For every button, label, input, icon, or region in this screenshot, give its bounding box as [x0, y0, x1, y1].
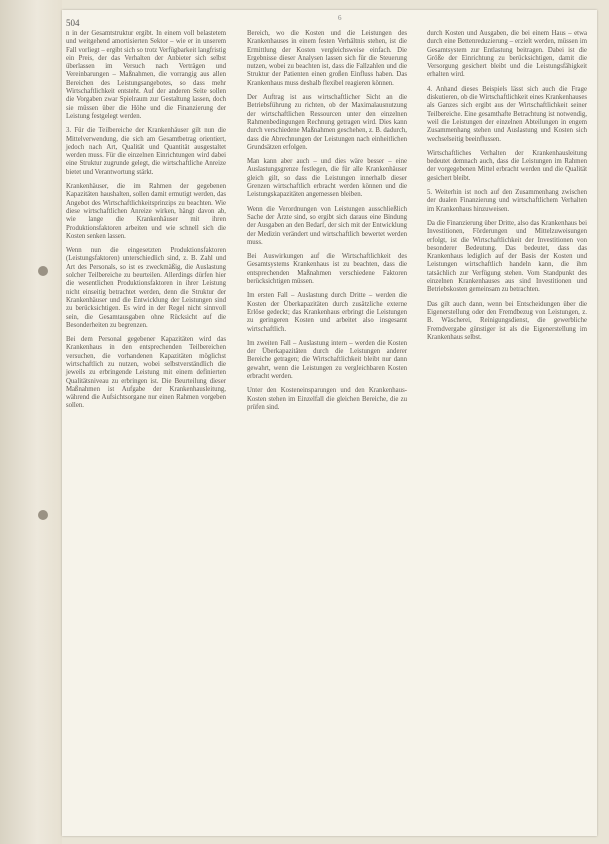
paragraph: 5. Weiterhin ist noch auf den Zusammenhang zwischen der dualen Finanzierung und wirtschaftlichem Verhalten im Krankenhaus hinzuweisen.: [427, 189, 587, 213]
paragraph: Wirtschaftliches Verhalten der Krankenhausleitung bedeutet demnach auch, dass die Leistungen im Rahmen der vorgegebenen Mittel erbracht werden und die Qualität gesichert bleibt.: [427, 149, 587, 182]
paragraph: Bei Auswirkungen auf die Wirtschaftlichkeit des Gesamtsystems Krankenhaus ist zu beachten, dass die entsprechenden Maßnahmen verschiedene Faktoren berücksichtigen müssen.: [247, 253, 407, 286]
paragraph: Bei dem Personal gegebener Kapazitäten wird das Krankenhaus in den entsprechenden Teilbereichen versuchen, die vorhandenen Kapazitäten möglichst wirtschaftlich zu nutzen, wobei selbstverständlich die jeweils zu erbringende Leistung mit einem definierten Qualitätsniveau zu erbringen ist. Die Beurteilung dieser Maßnahmen ist Aufgabe der Krankenhausleitung, während die Aufsichtsorgane nur einen Rahmen vorgeben sollen.: [66, 336, 226, 410]
paragraph: Da die Finanzierung über Dritte, also das Krankenhaus bei Investitionen, Förderungen und Mittelzuweisungen erfolgt, ist die Wirtschaftlichkeit der Investitionen von besonderer Bedeutung. Das bedeutet, dass das Krankenhaus lediglich auf der Basis der Kosten und Leistungen wirtschaftlich handeln kann, die ihm tatsächlich zur Verfügung stehen. Vom Standpunkt des einzelnen Krankenhauses aus sind Investitionen und Betriebskosten gemeinsam zu betrachten.: [427, 219, 587, 294]
page-mark: 6: [338, 14, 342, 22]
paragraph: Der Auftrag ist aus wirtschaftlicher Sicht an die Betriebsführung zu richten, ob der Maximalausnutzung der wirtschaftlichen Ressourcen unter den einzelnen Rahmenbedingungen Rechnung getragen wird. Dies kann durch verschiedene Maßnahmen geschehen, z. B. dadurch, dass die Abrechnungen der Leistungen nach einheitlichen Grundsätzen erfolgen.: [247, 94, 407, 151]
document-page: [62, 10, 597, 836]
paragraph: Man kann aber auch – und dies wäre besser – eine Auslastungsgrenze festlegen, die für alle Krankenhäuser gleich gilt, so dass die Leistungen innerhalb dieser Grenzen wirtschaftlich erbracht werden können und die Leistungskapazitäten angemessen bleiben.: [247, 158, 407, 199]
binding-hole: [38, 266, 48, 276]
text-column-2: [247, 30, 407, 418]
paragraph: Wenn nun die eingesetzten Produktionsfaktoren (Leistungsfaktoren) unterschiedlich sind, z. B. Zahl und Art des Personals, so ist es zweckmäßig, die Auslastung solcher Teilbereiche zu beurteilen. Allerdings dürfen hier die wesentlichen Produktionsfaktoren in ihrer Leistung nicht einseitig betrachtet werden, denn die Struktur der Krankenhäuser und die Entwicklung der Leistungen sind zu berücksichtigen. Es wird in der Regel nicht sinnvoll sein, die Gesamtausgaben ohne Rücksicht auf die Besonderheiten zu begrenzen.: [66, 247, 226, 329]
paragraph: Krankenhäuser, die im Rahmen der gegebenen Kapazitäten haushalten, sollen damit ermutigt werden, das Angebot des Wirtschaftlichkeitsprinzips zu beachten. Wie diese wirtschaftlichen Anreize wirken, hängt davon ab, wie lange die Krankenhäuser mit ihren Produktionsfaktoren arbeiten und wie schnell sich die Kosten senken lassen.: [66, 183, 226, 240]
paragraph: Bereich, wo die Kosten und die Leistungen des Krankenhauses in einem festen Verhältnis stehen, ist die Ermittlung der Kosten vergleichsweise einfach. Die Ergebnisse dieser Analysen lassen sich für die Steuerung nutzen, wobei zu beachten ist, dass die Fallzahlen und die Struktur der Patienten einen großen Einfluss haben. Das Krankenhaus muss deshalb flexibel reagieren können.: [247, 30, 407, 87]
paragraph: Unter den Kosteneinsparungen und den Krankenhaus-Kosten stehen im Einzelfall die gleichen Bereiche, die zu prüfen sind.: [247, 387, 407, 411]
book-binding: [0, 0, 62, 844]
paragraph: Das gilt auch dann, wenn bei Entscheidungen über die Eigenerstellung oder den Fremdbezug von Leistungen, z. B. Wäscherei, Reinigungsdienst, die gewerbliche Fremdvergabe günstiger ist als die Eigenerstellung im Krankenhaus selbst.: [427, 300, 587, 341]
text-column-3: [427, 30, 587, 348]
paragraph: 3. Für die Teilbereiche der Krankenhäuser gilt nun die Mittelverwendung, die sich am Gesamtbetrag orientiert, jedoch nach Art, Qualität und Quantität ausgestaltet werden muss. Für die einzelnen Einrichtungen wird dabei eine Struktur zugrunde gelegt, die wirtschaftliche Anreize bietet und Verantwortung stärkt.: [66, 127, 226, 176]
paragraph: 4. Anhand dieses Beispiels lässt sich auch die Frage diskutieren, ob die Wirtschaftlichkeit eines Krankenhauses als Ganzes sich ergibt aus der Wirtschaftlichkeit seiner Teilbereiche. Eine gesamthafte Betrachtung ist notwendig, weil die Leistungen der einzelnen Abteilungen in engem Zusammenhang stehen und Auslastung und Kosten sich wechselseitig beeinflussen.: [427, 85, 587, 143]
paragraph: Wenn die Verordnungen von Leistungen ausschließlich Sache der Ärzte sind, so ergibt sich daraus eine Bindung der Ausgaben an den Bedarf, der sich mit der Entwicklung der Medizin verändert und wirtschaftlich bewertet werden muss.: [247, 205, 407, 246]
paragraph: Im ersten Fall – Auslastung durch Dritte – werden die Kosten der Überkapazitäten durch zusätzliche externe Erlöse gedeckt; das Krankenhaus erbringt die Leistungen zu geringeren Kosten und arbeitet also insgesamt wirtschaftlich.: [247, 292, 407, 333]
paragraph: Im zweiten Fall – Auslastung intern – werden die Kosten der Überkapazitäten durch die Leistungen anderer Bereiche getragen; die Wirtschaftlichkeit bleibt nur dann gewahrt, wenn die Leistungen zu vergleichbaren Kosten erbracht werden.: [247, 339, 407, 380]
binding-hole: [38, 510, 48, 520]
paragraph: n in der Gesamtstruktur ergibt. In einem voll belastetem und weitgehend amortisierten Sektor – wie er in unserem Fall vorliegt – ergibt sich so trotz Verfügbarkeit langfristig ein Preis, der das Verhalten der Anbieter sich selbst überlassen im Versuch nach Verträgen und Vereinbarungen – Maßnahmen, die vorrangig aus allen Bereichen des Leistungsangebotes, so dass mehr Wirtschaftlichkeit entsteht. Auf der anderen Seite sollen die Vorgaben zwar Spielraum zur Gestaltung lassen, doch sie müssen über die Höhe und die Finanzierung der Leistung festgelegt werden.: [66, 30, 226, 120]
paragraph: durch Kosten und Ausgaben, die bei einem Haus – etwa durch eine Bettenreduzierung – erzielt werden, müssen im Gesamtsystem zur Entlastung beitragen. Dabei ist die Größe der Einrichtung zu berücksichtigen, damit die Versorgung gesichert bleibt und die Leistungsfähigkeit erhalten wird.: [427, 30, 587, 79]
page-number: 504: [66, 18, 80, 28]
text-column-1: [66, 30, 226, 417]
